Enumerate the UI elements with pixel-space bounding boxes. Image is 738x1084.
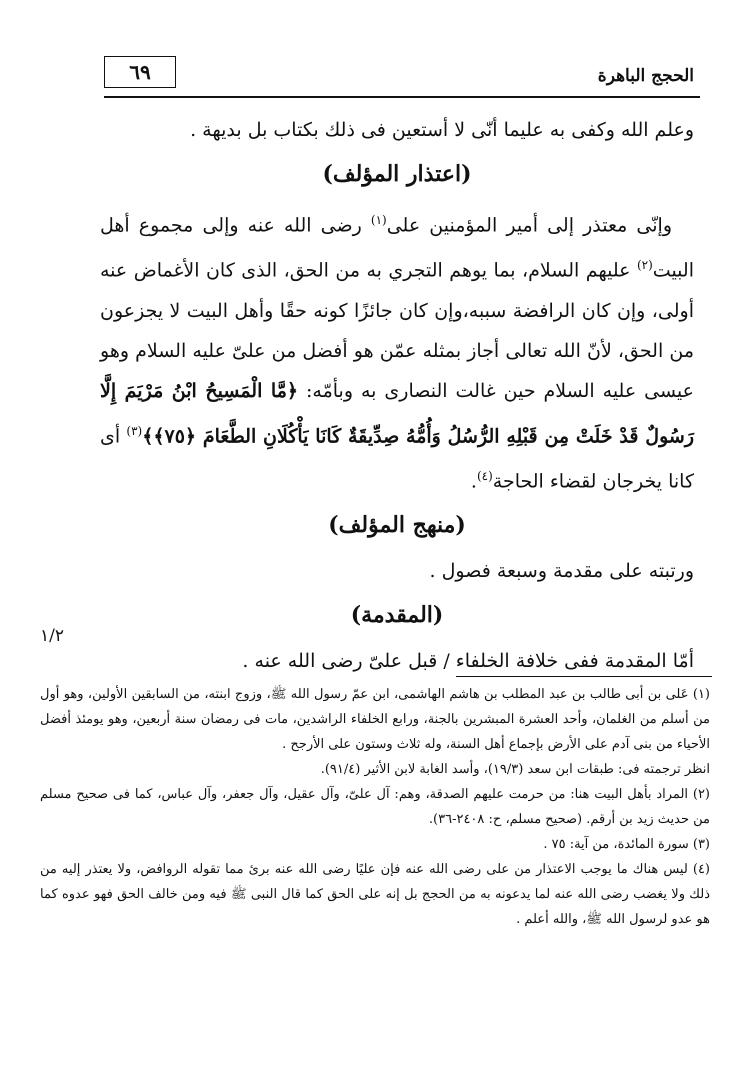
footnote-ref-4[interactable]: (٤): [476, 468, 493, 483]
footnote-1: (١) عَلى بن أبى طالب بن عبد المطلب بن هاشم الهاشمى، ابن عمّ رسول الله ﷺ، وزوج ابنته، من السابقين الأولين، وهو أول من أسلم من الغلمان، وأحد العشرة المبشرين بالجنة، ورابع الخلفاء الراشدين، مات فى رمضان سنة أربعين، وهو يومئذ أفضل الأحياء من بنى آدم على الأرض بإجماع أهل السنة، وله ثلاث وستون على الأرجح .: [40, 687, 710, 752]
apology-text-d: أى كانا يخرجان لقضاء الحاجة: [100, 424, 694, 493]
main-text: [100, 110, 694, 681]
footnote-2: (٢) المراد بأهل البيت هنا: من حرمت عليهم الصدقة، وهم: آل علىّ، وآل عقيل، وآل جعفر، وآل عباس، كما فى صحيح مسلم من حديث زيد بن أرقم. (صحيح مسلم، ح: ٢٤٠٨-٣٦).: [40, 787, 710, 827]
running-title: الحجج الباهرة: [597, 66, 694, 86]
apology-paragraph: [100, 200, 694, 501]
apology-text-b: رضى الله عنه وإلى مجموع أهل البيت: [100, 214, 694, 282]
introduction-paragraph: أمّا المقدمة ففى خلافة الخلفاء / قبل علىّ رضى الله عنه .: [242, 650, 694, 673]
footnotes: [40, 682, 710, 932]
footnote-ref-3[interactable]: (٣): [126, 423, 143, 438]
footnote-1-reference: انظر ترجمته فى: طبقات ابن سعد (١٩/٣)، وأسد الغابة لابن الأثير (٩١/٤).: [320, 762, 710, 777]
section-heading-method: (منهج المؤلف): [328, 512, 466, 539]
apology-text-c: عليهم السلام، بما يوهم التجري به من الحق، الذى كان الأغماض عنه أولى، وإن كان الرافضة سببه،وإن كان جائزًا كونه حقًا وأهل البيت لا يجزعون من الحق، لأنّ الله تعالى أجاز بمثله عمّن هو أفضل من علىّ عليه السلام وهو عيسى عليه السلام حين غالت النصارى به وبأمّه:: [100, 259, 694, 402]
page-header: [104, 50, 700, 98]
page-number: ٦٩: [104, 56, 176, 88]
intro-paragraph: وعلم الله وكفى به عليما أنّى لا أستعين فى ذلك بكتاب بل بديهة .: [190, 119, 694, 141]
section-heading-introduction: (المقدمة): [350, 602, 444, 629]
apology-text-e: .: [470, 470, 477, 493]
quran-verse: ﴿مَّا الْمَسِيحُ ابْنُ مَرْيَمَ إِلَّا رَسُولٌ قَدْ خَلَتْ مِن قَبْلِهِ الرُّسُلُ وَأُمُّهُ صِدِّيقَةٌ كَانَا يَأْكُلَانِ الطَّعَامَ ﴿٧٥﴾﴾: [100, 379, 695, 447]
apology-text-a: وإنّى معتذر إلى أمير المؤمنين على: [386, 214, 672, 237]
footnote-ref-2[interactable]: (٢): [636, 258, 653, 273]
footnote-divider: [456, 676, 712, 677]
footnote-ref-1[interactable]: (١): [370, 213, 387, 227]
manuscript-folio-note: ١/٢: [40, 626, 64, 646]
footnote-3: (٣) سورة المائدة، من آية: ٧٥ .: [543, 837, 710, 852]
section-heading-apology: (اعتذار المؤلف): [322, 161, 472, 187]
method-paragraph: ورتبته على مقدمة وسبعة فصول .: [429, 560, 694, 583]
footnote-4: (٤) ليس هناك ما يوجب الاعتذار من على رضى الله عنه فإن عليًا رضى الله عنه برئ مما تقوله الروافض، ولا يعتذر إليه من ذلك ولا يغضب رضى الله عنه لما يدعونه به من الحجج بل إنه على الحق كما قال النبى ﷺ فيه ومن خالف الحق فهو عدوه كما هو عدو لرسول الله ﷺ، والله أعلم .: [40, 862, 710, 927]
